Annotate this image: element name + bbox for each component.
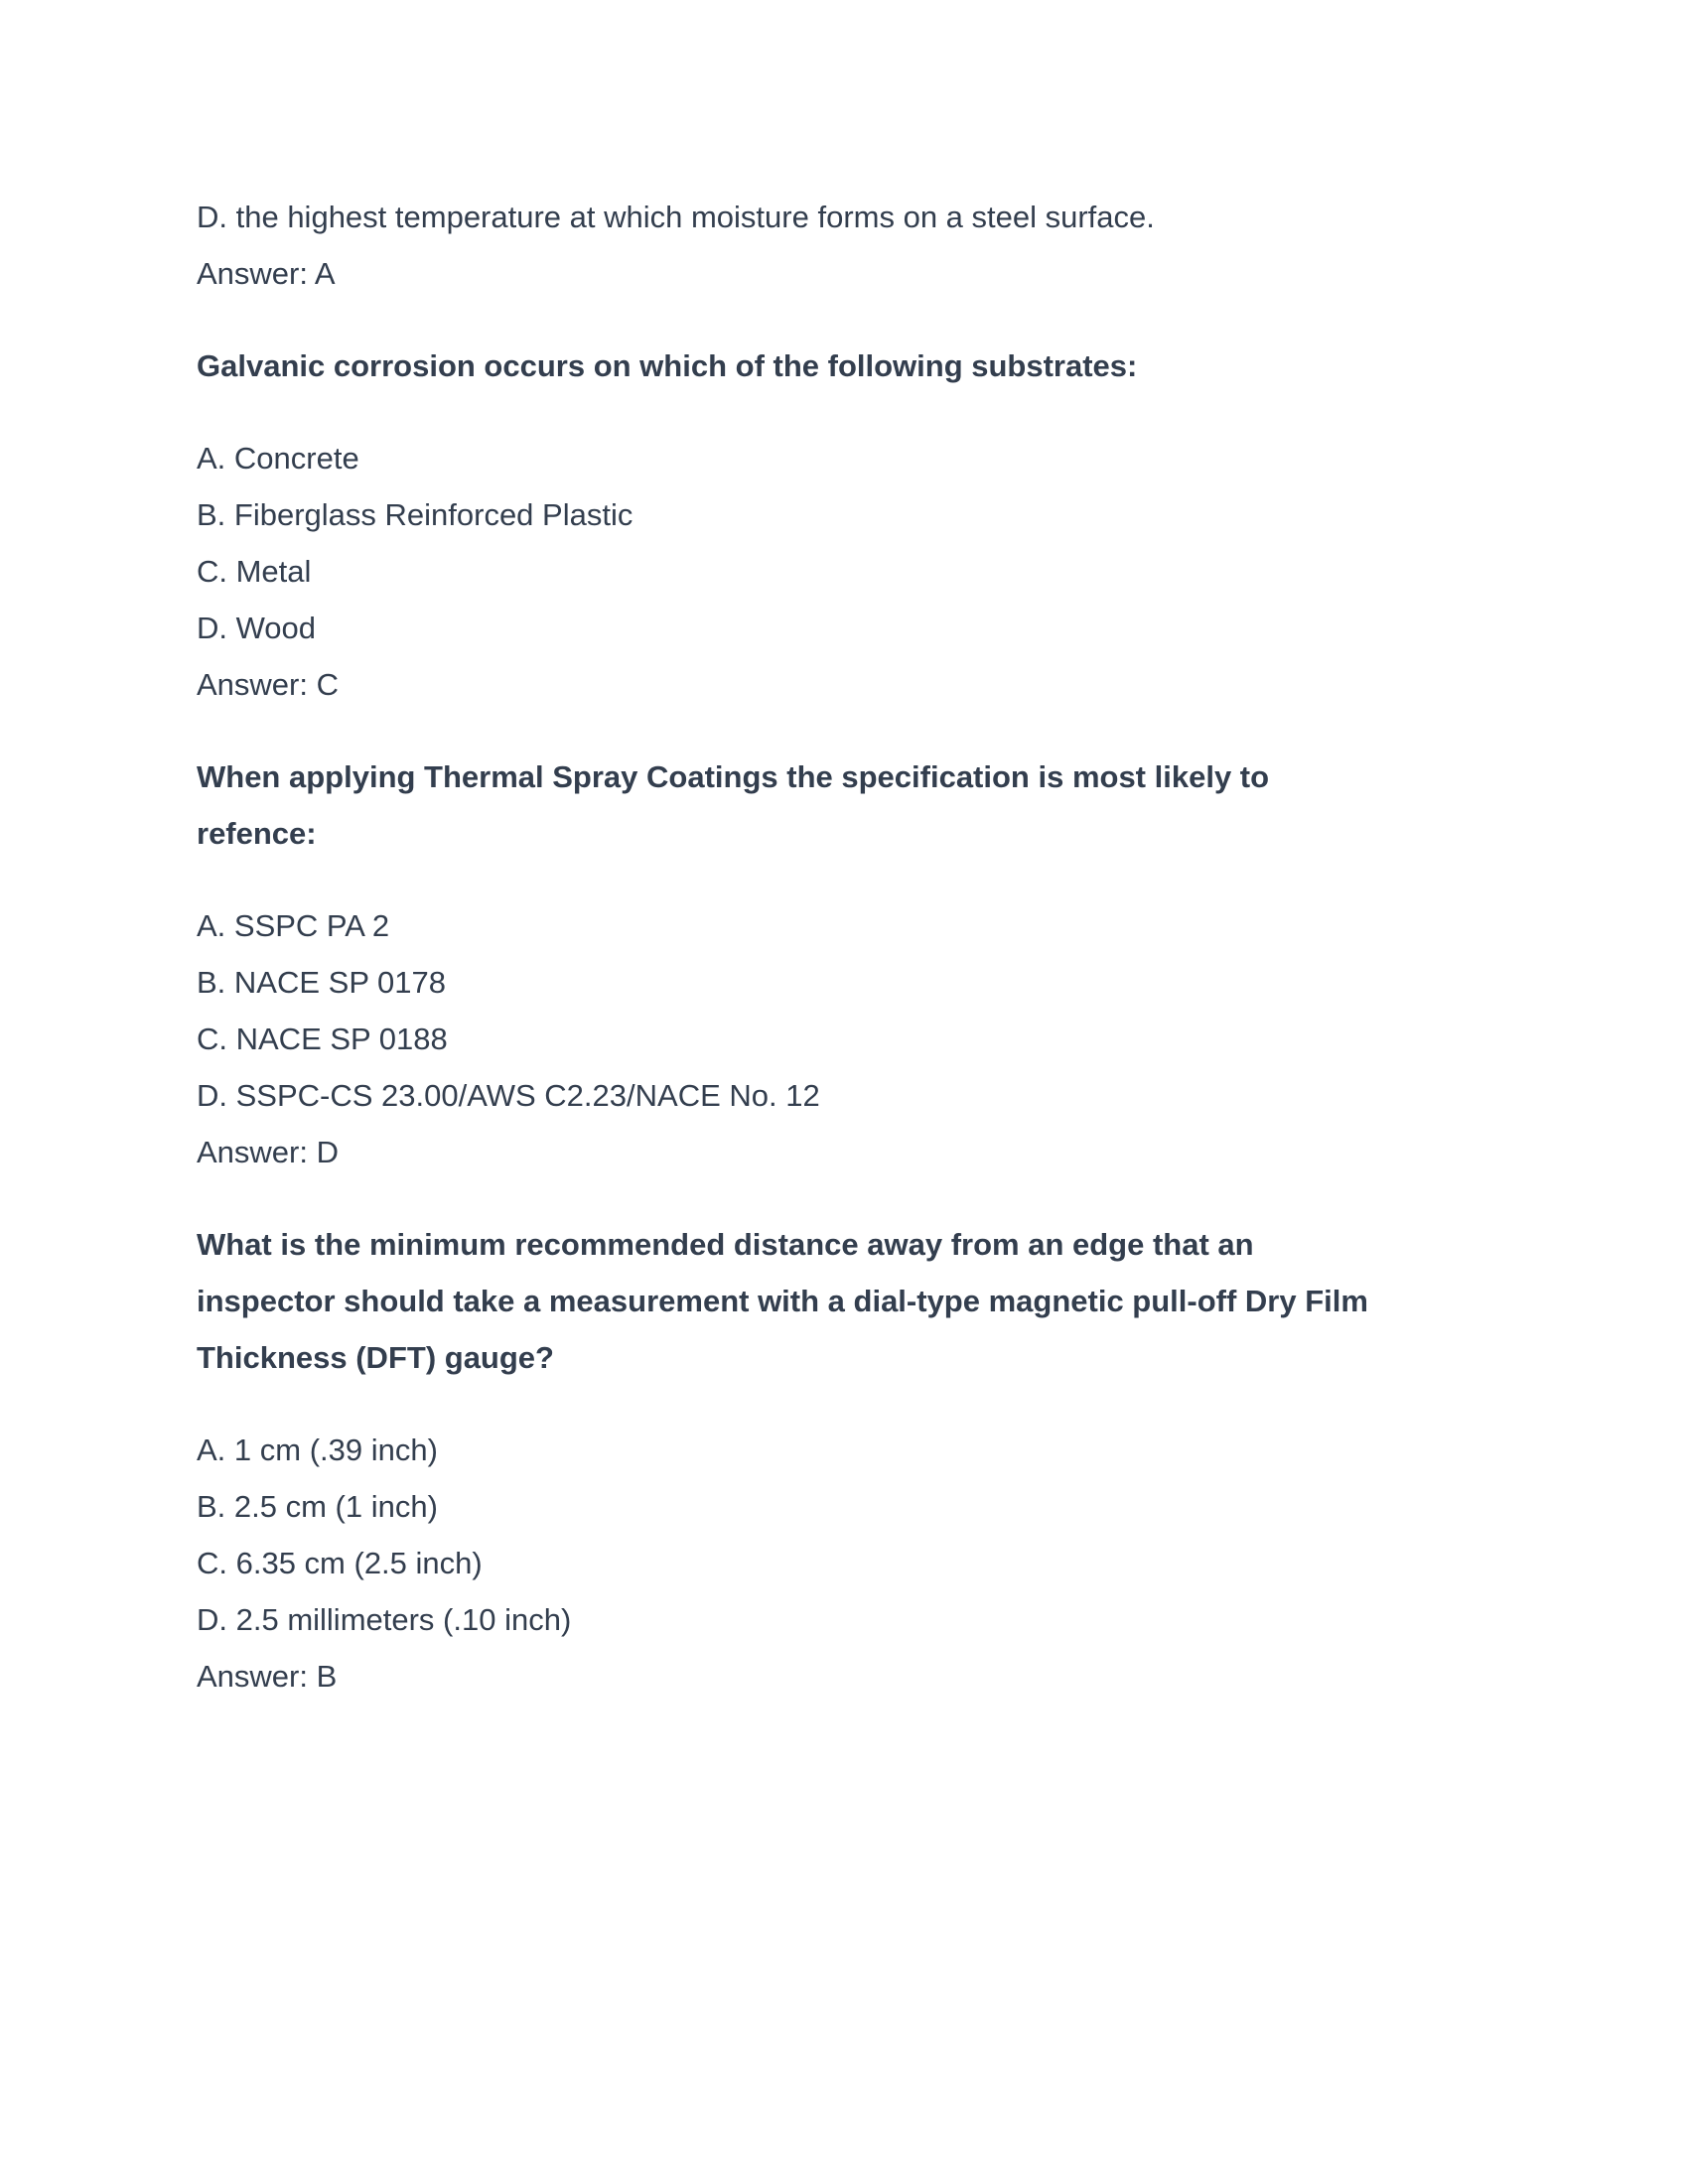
question-heading	[197, 1216, 1491, 1386]
text-line: D. the highest temperature at which moisture forms on a steel surface.	[197, 200, 1155, 234]
text-line: What is the minimum recommended distance away from an edge that an	[197, 1227, 1254, 1262]
text-line: A. Concrete	[197, 441, 359, 476]
text-line: C. 6.35 cm (2.5 inch)	[197, 1546, 483, 1580]
question-heading	[197, 749, 1491, 862]
text-paragraph	[197, 1422, 1491, 1705]
text-line: B. Fiberglass Reinforced Plastic	[197, 497, 633, 532]
text-line: B. NACE SP 0178	[197, 965, 447, 1000]
text-line: inspector should take a measurement with a dial-type magnetic pull-off Dry Film	[197, 1284, 1368, 1318]
document-body	[197, 189, 1491, 1705]
text-line: refence:	[197, 816, 317, 851]
text-line: D. 2.5 millimeters (.10 inch)	[197, 1602, 572, 1637]
text-line: D. Wood	[197, 611, 317, 645]
text-line: B. 2.5 cm (1 inch)	[197, 1489, 438, 1524]
text-line: Answer: C	[197, 667, 339, 702]
text-line: Galvanic corrosion occurs on which of the following substrates:	[197, 348, 1138, 383]
text-paragraph	[197, 430, 1491, 713]
text-line: Answer: D	[197, 1135, 339, 1169]
text-line: A. 1 cm (.39 inch)	[197, 1433, 438, 1467]
text-line: When applying Thermal Spray Coatings the specification is most likely to	[197, 759, 1270, 794]
text-line: D. SSPC-CS 23.00/AWS C2.23/NACE No. 12	[197, 1078, 820, 1113]
text-line: A. SSPC PA 2	[197, 908, 390, 943]
text-paragraph	[197, 897, 1491, 1180]
text-line: C. Metal	[197, 554, 312, 589]
text-line: Answer: B	[197, 1659, 338, 1694]
text-paragraph	[197, 189, 1491, 302]
text-line: C. NACE SP 0188	[197, 1022, 448, 1056]
question-heading	[197, 338, 1491, 394]
text-line: Answer: A	[197, 256, 336, 291]
text-line: Thickness (DFT) gauge?	[197, 1340, 554, 1375]
